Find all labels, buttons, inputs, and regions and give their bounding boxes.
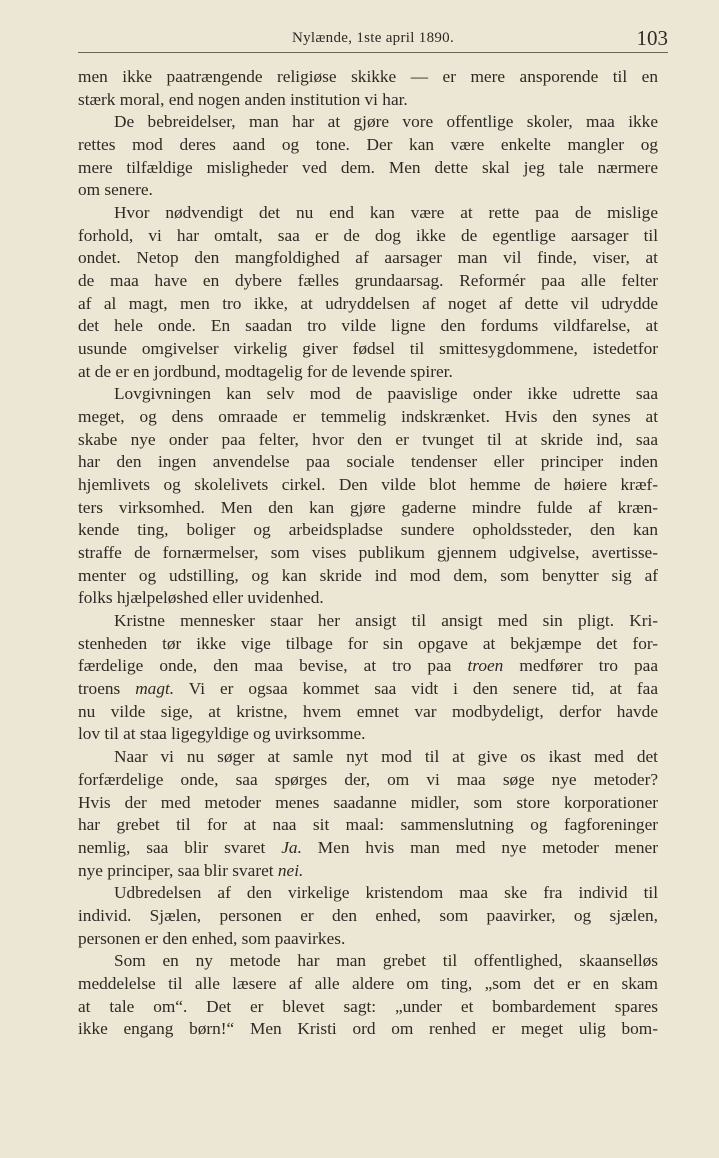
- line-text: færdelige onde, den maa bevise, at tro paa: [78, 656, 468, 676]
- text-line: [78, 111, 658, 134]
- emphasis-text: nei.: [277, 860, 304, 880]
- page-header: [78, 28, 668, 53]
- emphasis-text: magt.: [135, 679, 175, 699]
- line-text: de maa have en dybere fælles grundaarsag. Reformér paa alle felter: [78, 271, 658, 291]
- text-line: [78, 270, 658, 293]
- text-line: [78, 723, 658, 746]
- emphasis-text: troen: [467, 656, 504, 676]
- text-line: [78, 474, 658, 497]
- line-text-continued: Men hvis man med nye metoder mener: [301, 837, 658, 857]
- text-line: [78, 293, 658, 316]
- line-text: men ikke paatrængende religiøse skikke — er mere ansporende til en: [78, 67, 658, 86]
- line-text: Naar vi nu søger at samle nyt mod til at give os ikast med det: [114, 747, 658, 767]
- text-line: [78, 996, 658, 1019]
- text-line: [78, 814, 658, 837]
- text-line: [78, 655, 658, 678]
- text-line: [78, 361, 658, 384]
- line-text: har den ingen anvendelse paa sociale tendenser eller principer inden: [78, 452, 658, 472]
- text-line: [78, 882, 658, 905]
- line-text: personen er den enhed, som paavirkes.: [78, 928, 346, 948]
- text-line: [78, 633, 658, 656]
- text-line: [78, 950, 658, 973]
- text-line: [78, 338, 658, 361]
- line-text: nye principer, saa blir svaret: [78, 860, 278, 880]
- text-line: [78, 451, 658, 474]
- text-line: [78, 928, 658, 951]
- text-line: [78, 701, 658, 724]
- line-text: Udbredelsen af den virkelige kristendom maa ske fra individ til: [114, 883, 658, 903]
- line-text: nu vilde sige, at kristne, hvem emnet var modbydeligt, derfor havde: [78, 701, 658, 721]
- line-text: Lovgivningen kan selv mod de paavislige onder ikke udrette saa: [114, 384, 658, 404]
- text-line: [78, 769, 658, 792]
- text-line: [78, 587, 658, 610]
- text-line: [78, 565, 658, 588]
- text-line: [78, 66, 658, 89]
- line-text: rettes mod deres aand og tone. Der kan være enkelte mangler og: [78, 135, 658, 155]
- line-text: stenheden tør ikke vige tilbage for sin opgave at bekjæmpe det for-: [78, 633, 658, 653]
- body-text: [78, 66, 658, 1041]
- line-text: Hvis der med metoder menes saadanne midler, som store korporationer: [78, 792, 658, 812]
- text-line: [78, 406, 658, 429]
- line-text: Kristne mennesker staar her ansigt til ansigt med sin pligt. Kri-: [114, 611, 658, 631]
- text-line: [78, 315, 658, 338]
- line-text: lov til at staa ligegyldige og uvirksomme.: [78, 724, 366, 744]
- line-text: ikke engang børn!“ Men Kristi ord om renhed er meget ulig bom-: [78, 1019, 658, 1039]
- line-text: at tale om“. Det er blevet sagt: „under et bombardement spares: [78, 996, 658, 1016]
- running-head: Nylænde, 1ste april 1890.: [291, 30, 455, 46]
- emphasis-text: Ja.: [281, 837, 302, 857]
- line-text: af al magt, men tro ikke, at udryddelsen af noget af dette vil udrydde: [78, 293, 658, 313]
- line-text: folks hjælpeløshed eller uvidenhed.: [78, 588, 324, 608]
- line-text: menter og udstilling, og kan skride ind mod dem, som benytter sig af: [78, 565, 658, 585]
- text-line: [78, 542, 658, 565]
- line-text: hjemlivets og skolelivets cirkel. Den vilde blot hemme de høiere kræf-: [78, 475, 658, 495]
- text-line: [78, 134, 658, 157]
- text-line: [78, 860, 658, 883]
- line-text-continued: medfører tro paa: [503, 656, 659, 676]
- line-text: at de er en jordbund, modtagelig for de levende spirer.: [78, 361, 453, 381]
- text-line: [78, 519, 658, 542]
- line-text: nemlig, saa blir svaret: [78, 837, 282, 857]
- line-text: troens: [78, 679, 136, 699]
- line-text: kende ting, boliger og arbeidspladse sundere opholdssteder, den kan: [78, 520, 658, 540]
- text-line: [78, 383, 658, 406]
- text-line: [78, 610, 658, 633]
- line-text: Som en ny metode har man grebet til offentlighed, skaanselløs: [114, 951, 658, 971]
- line-text: De bebreidelser, man har at gjøre vore offentlige skoler, maa ikke: [114, 112, 658, 132]
- line-text: ters virksomhed. Men den kan gjøre gaderne mindre fulde af kræn-: [78, 497, 658, 517]
- line-text: straffe de fornærmelser, som vises publikum gjennem udgivelse, avertisse-: [78, 543, 658, 563]
- line-text-continued: Vi er ogsaa kommet saa vidt i den senere tid, at faa: [174, 679, 658, 699]
- line-text: har grebet til for at naa sit maal: sammenslutning og fagforeninger: [78, 815, 658, 835]
- text-line: [78, 157, 658, 180]
- text-line: [78, 225, 658, 248]
- line-text: mere tilfældige misligheder ved dem. Men dette skal jeg tale nærmere: [78, 157, 658, 177]
- line-text: forhold, vi har omtalt, saa er de dog ikke de egentlige aarsager til: [78, 225, 658, 245]
- line-text: Hvor nødvendigt det nu end kan være at rette paa de mislige: [114, 203, 658, 223]
- text-line: [78, 905, 658, 928]
- text-line: [78, 89, 658, 112]
- text-line: [78, 792, 658, 815]
- text-line: [78, 429, 658, 452]
- line-text: meget, og dens omraade er temmelig indskrænket. Hvis den synes at: [78, 407, 658, 427]
- text-line: [78, 746, 658, 769]
- line-text: skabe nye onder paa felter, hvor den er tvunget til at skride ind, saa: [78, 429, 658, 449]
- line-text: stærk moral, end nogen anden institution vi har.: [78, 89, 408, 109]
- page-number: 103: [636, 26, 668, 50]
- text-line: [78, 837, 658, 860]
- text-line: [78, 678, 658, 701]
- text-line: [78, 202, 658, 225]
- line-text: meddelelse til alle læsere af alle aldere om ting, „som det er en skam: [78, 973, 658, 993]
- text-line: [78, 497, 658, 520]
- line-text: det hele onde. En saadan tro vilde ligne den fordums vildfarelse, at: [78, 316, 658, 336]
- line-text: forfærdelige onde, saa spørges der, om vi maa søge nye metoder?: [78, 769, 658, 789]
- line-text: individ. Sjælen, personen er den enhed, som paavirker, og sjælen,: [78, 905, 658, 925]
- line-text: om senere.: [78, 180, 153, 200]
- text-line: [78, 179, 658, 202]
- text-line: [78, 247, 658, 270]
- line-text: ondet. Netop den mangfoldighed af aarsager man vil finde, viser, at: [78, 248, 658, 268]
- text-line: [78, 1018, 658, 1041]
- text-line: [78, 973, 658, 996]
- line-text: usunde omgivelser virkelig giver fødsel til smittesygdommene, istedetfor: [78, 339, 658, 359]
